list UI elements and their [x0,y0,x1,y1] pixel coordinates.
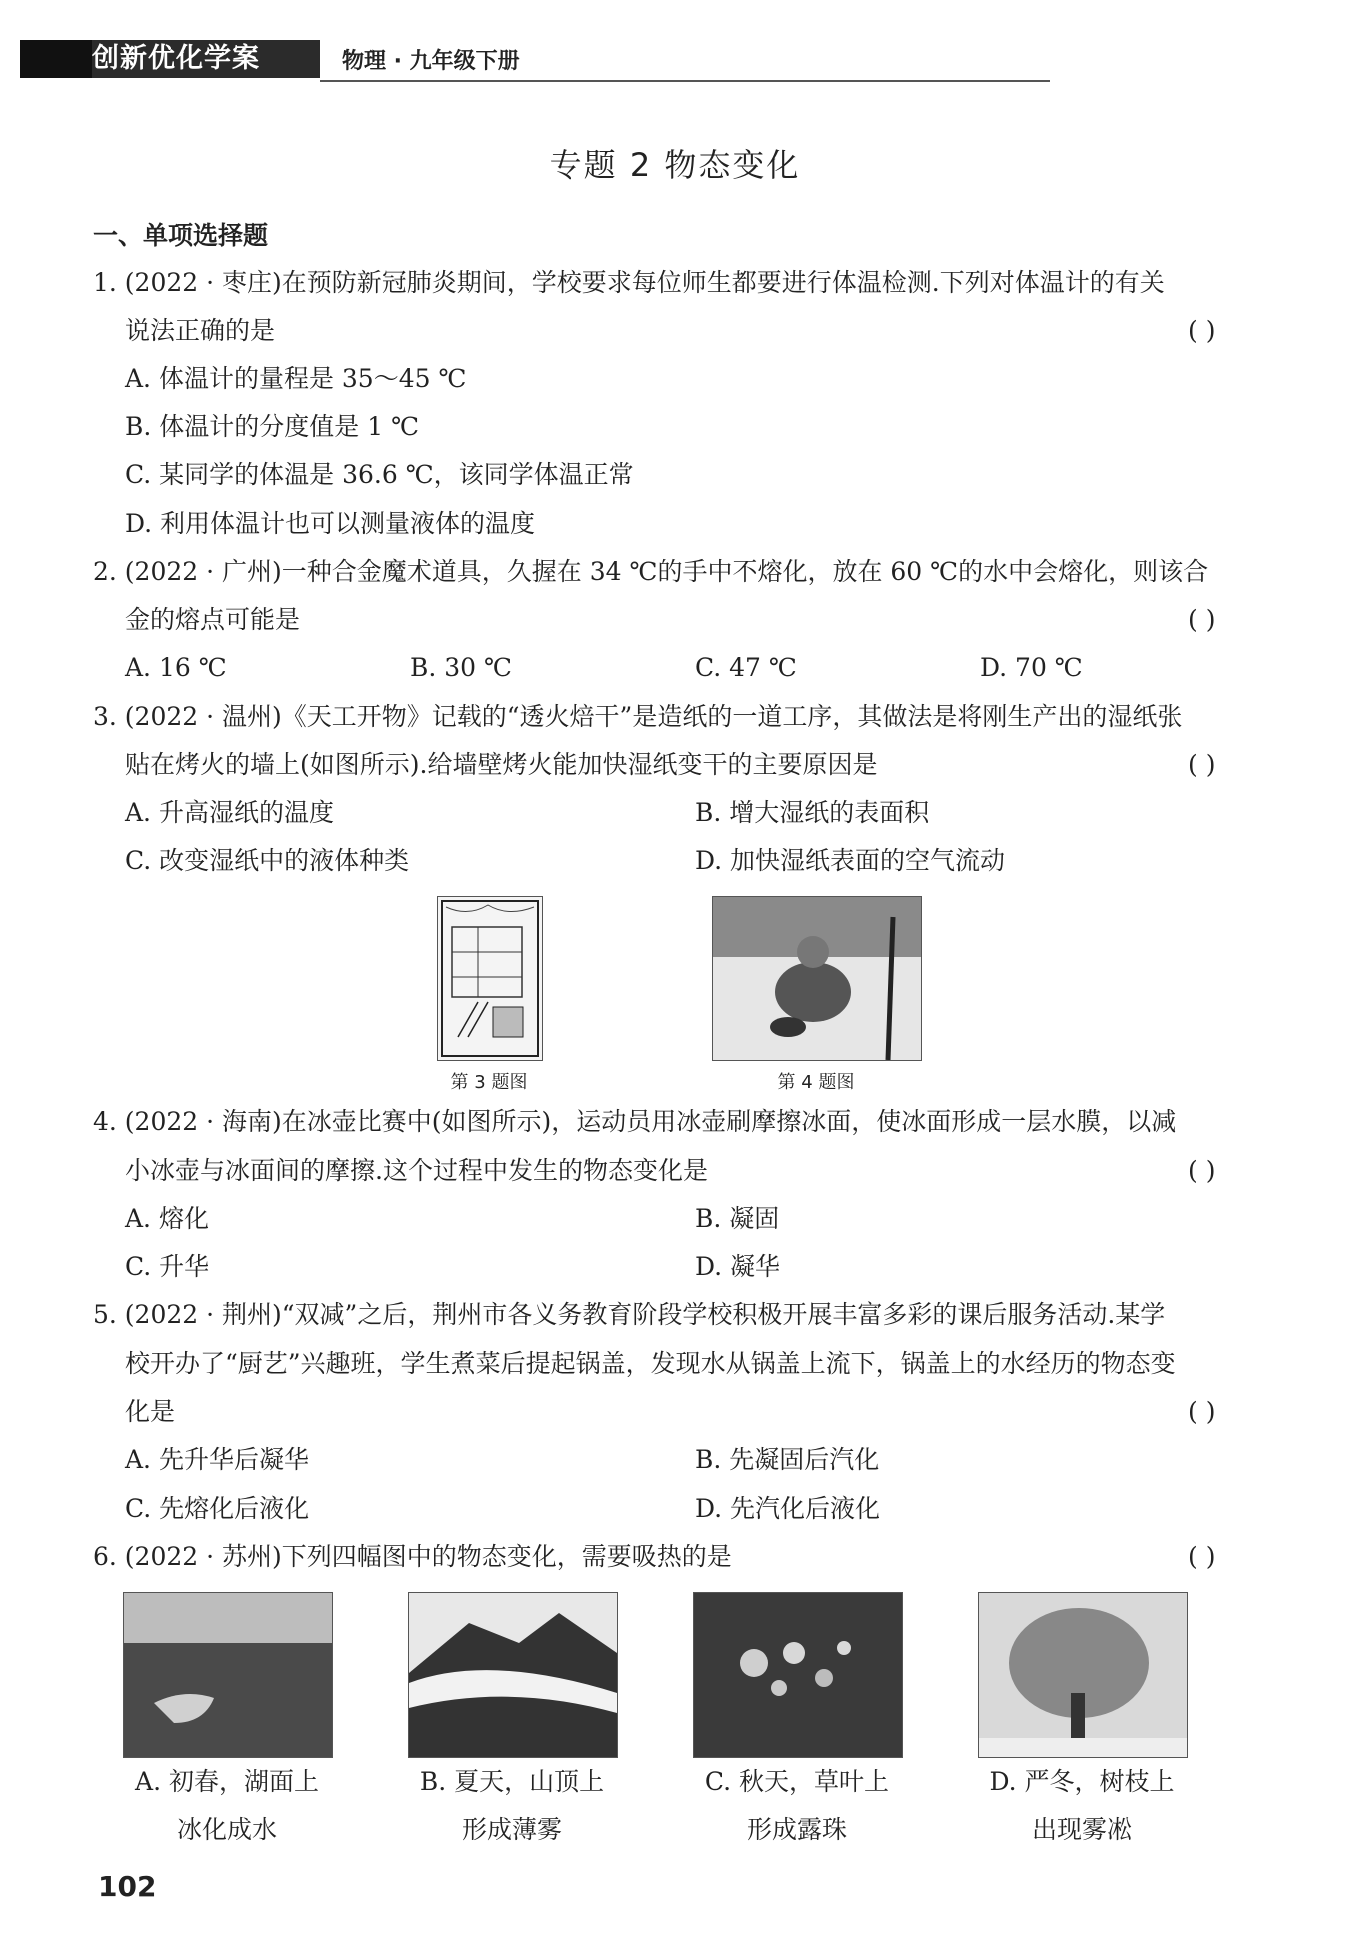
q3-option-a: A. 升高湿纸的温度 [125,798,334,827]
subject-label: 物理 · 九年级下册 [342,49,520,74]
q2-option-d: D. 70 ℃ [980,653,1083,682]
q1-option-c: C. 某同学的体温是 36.6 ℃，该同学体温正常 [125,460,634,489]
q6-option-c-line1: C. 秋天，草叶上 [704,1767,890,1796]
fig3-caption: 第 3 题图 [450,1072,528,1093]
q6-option-a-line1: A. 初春，湖面上 [135,1767,319,1796]
q6-option-b-line2: 形成薄雾 [461,1815,562,1844]
q5-answer-paren: ( ) [1188,1397,1216,1426]
q3-option-d: D. 加快湿纸表面的空气流动 [695,846,1006,875]
q2-stem-line2: 金的熔点可能是 [125,605,301,634]
q5-stem-line1: 5. (2022 · 荆州)“双减”之后，荆州市各义务教育阶段学校积极开展丰富多彩的课后服务活动.某学 [93,1300,1166,1329]
brand-corner-decoration [20,40,92,78]
q2-option-c: C. 47 ℃ [695,653,797,682]
q4-answer-paren: ( ) [1188,1156,1216,1185]
page-header [20,40,1050,82]
topic-title: 专题 2 物态变化 [549,146,801,184]
fig4-curling-photo [712,896,922,1061]
q3-answer-paren: ( ) [1188,750,1216,779]
q4-option-c: C. 升华 [125,1252,210,1281]
q5-stem-line2: 校开办了“厨艺”兴趣班，学生煮菜后提起锅盖，发现水从锅盖上流下，锅盖上的水经历的物态变 [125,1349,1176,1378]
q3-option-c: C. 改变湿纸中的液体种类 [125,846,410,875]
q3-option-b: B. 增大湿纸的表面积 [695,798,930,827]
q6-photo-a-ice-lake [123,1592,333,1758]
q1-option-d: D. 利用体温计也可以测量液体的温度 [125,509,536,538]
q4-option-d: D. 凝华 [695,1252,781,1281]
q2-answer-paren: ( ) [1188,605,1216,634]
q1-stem-line2: 说法正确的是 [125,316,276,345]
section-title: 一、单项选择题 [93,221,269,250]
q6-option-c-line2: 形成露珠 [746,1815,847,1844]
q3-stem-line2: 贴在烤火的墙上(如图所示).给墙壁烤火能加快湿纸变干的主要原因是 [125,750,878,779]
q4-stem-line2: 小冰壶与冰面间的摩擦.这个过程中发生的物态变化是 [125,1156,708,1185]
q6-answer-paren: ( ) [1188,1542,1216,1571]
q5-option-d: D. 先汽化后液化 [695,1494,881,1523]
q1-option-a: A. 体温计的量程是 35～45 ℃ [125,364,467,393]
q2-stem-line1: 2. (2022 · 广州)一种合金魔术道具，久握在 34 ℃的手中不熔化，放在 60 ℃的水中会熔化，则该合 [93,557,1209,586]
q1-option-b: B. 体温计的分度值是 1 ℃ [125,412,420,441]
q5-option-b: B. 先凝固后汽化 [695,1445,880,1474]
q5-option-a: A. 先升华后凝华 [125,1445,309,1474]
q6-option-b-line1: B. 夏天，山顶上 [419,1767,605,1796]
q4-option-a: A. 熔化 [125,1204,209,1233]
q6-stem-line1: 6. (2022 · 苏州)下列四幅图中的物态变化，需要吸热的是 [93,1542,732,1571]
q5-stem-line3: 化是 [125,1397,176,1426]
q6-photo-d-frost-tree [978,1592,1188,1758]
q1-stem-line1: 1. (2022 · 枣庄)在预防新冠肺炎期间，学校要求每位师生都要进行体温检测.下列对体温计的有关 [93,268,1165,297]
header-rule [320,80,1050,82]
page-number: 102 [98,1870,157,1903]
q6-option-d-line1: D. 严冬，树枝上 [989,1767,1175,1796]
q1-answer-paren: ( ) [1188,316,1216,345]
q5-option-c: C. 先熔化后液化 [125,1494,310,1523]
q2-option-b: B. 30 ℃ [410,653,512,682]
fig3-woodcut-image [437,896,543,1061]
q6-option-a-line2: 冰化成水 [176,1815,277,1844]
q4-option-b: B. 凝固 [695,1204,780,1233]
fig4-caption: 第 4 题图 [777,1072,855,1093]
q6-photo-b-mountain-mist [408,1592,618,1758]
q3-stem-line1: 3. (2022 · 温州)《天工开物》记载的“透火焙干”是造纸的一道工序，其做法是将刚生产出的湿纸张 [93,702,1183,731]
q6-photo-c-dew-drops [693,1592,903,1758]
q2-option-a: A. 16 ℃ [125,653,227,682]
q6-option-d-line2: 出现雾凇 [1031,1815,1132,1844]
brand-banner: 创新优化学案 [20,40,320,78]
q4-stem-line1: 4. (2022 · 海南)在冰壶比赛中(如图所示)，运动员用冰壶刷摩擦冰面，使冰面形成一层水膜，以减 [93,1107,1177,1136]
